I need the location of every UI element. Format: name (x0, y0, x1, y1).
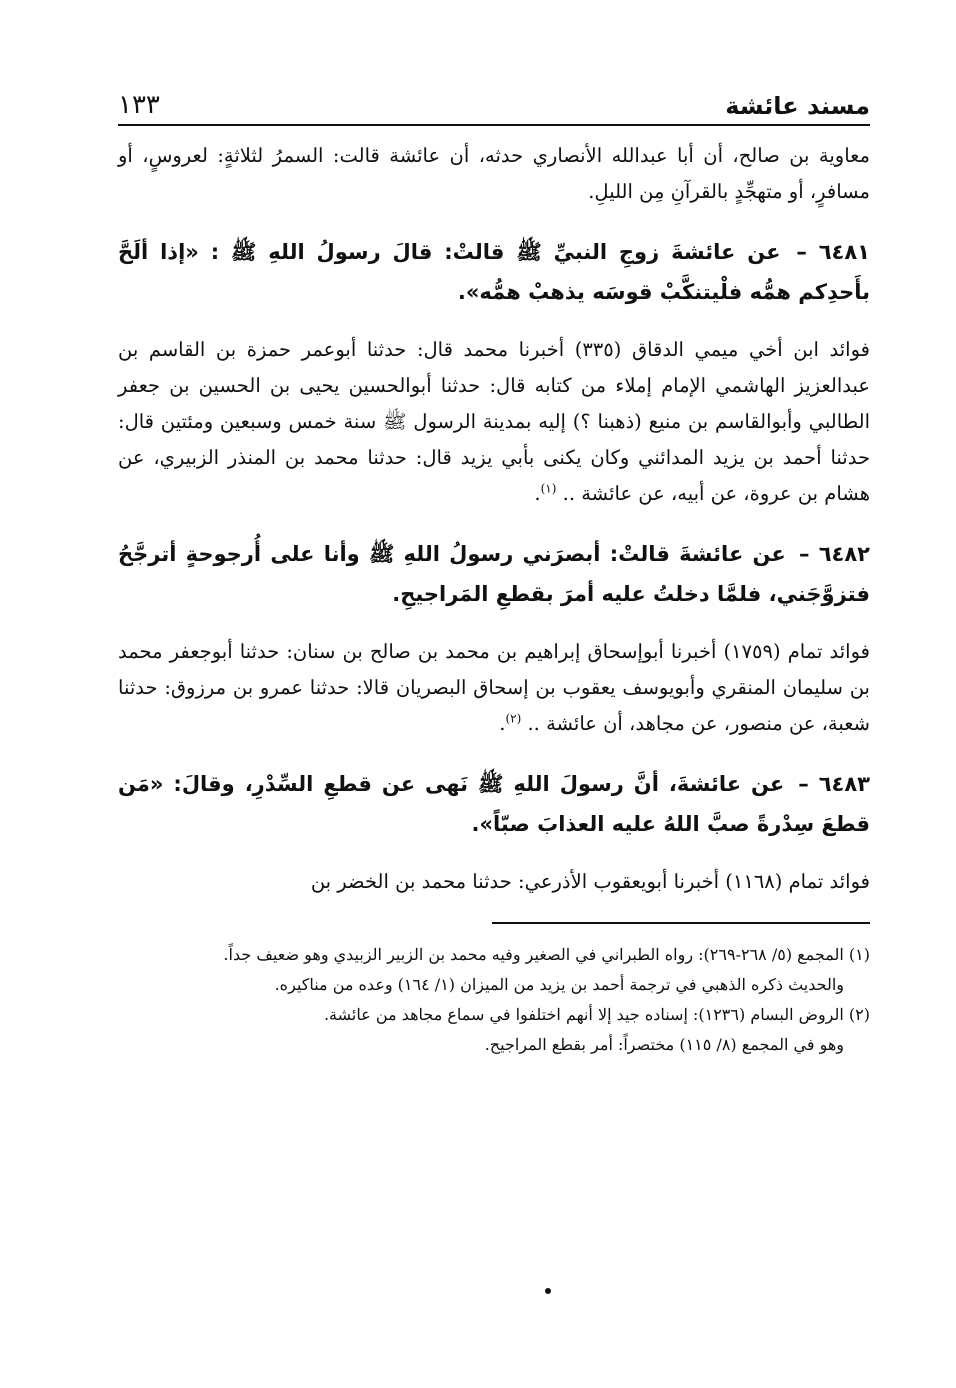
footnotes (118, 940, 870, 1060)
footnote-separator (492, 922, 870, 924)
page-mark (545, 1288, 551, 1294)
footnote-ref: (١) (540, 481, 557, 496)
hadith-6482 (118, 534, 870, 614)
running-header (118, 78, 870, 126)
page-number: ١٣٣ (118, 90, 160, 120)
page-body (118, 138, 870, 900)
source-text: فوائد تمام (١٧٥٩) أخبرنا أبوإسحاق إبراهيم بن محمد بن صالح بن سنان: حدثنا أبوجعفر محمد بن سليمان المنقري وأبويوسف يعقوب بن إسحاق البصريان قالا: حدثنا عمرو بن مرزوق: حدثنا شعبة، عن منصور، عن مجاهد، أن عائشة .. (118, 640, 870, 735)
footnote-1: (١) المجمع (٥/ ٢٦٨-٢٦٩): رواه الطبراني في الصغير وفيه محمد بن الزبير الزبيدي وهو ضعيف جداً. (223, 945, 870, 964)
hadith-6483 (118, 764, 870, 844)
header-title: مسند عائشة (725, 92, 870, 120)
source-paragraph: فوائد ابن أخي ميمي الدقاق (٣٣٥) أخبرنا محمد قال: حدثنا أبوعمر حمزة بن القاسم بن عبدالعزيز الهاشمي الإمام إملاء من كتابه قال: حدثنا أبوالحسين يحيى بن الحسين بن جعفر الطالبي وأبوالقاسم بن منيع (ذهبنا ؟) إليه بمدينة الرسول ﷺ سنة خمس وسبعين ومئتين قال: حدثنا أحمد بن يزيد المدائني وكان يكنى بأبي يزيد قال: حدثنا محمد بن المنذر الزبيري، عن هشام بن عروة، عن أبيه، عن عائشة .. $^{(١)}$. (118, 338, 870, 505)
hadith-text: عن عائشةَ، أنَّ رسولَ اللهِ ﷺ نَهى عن قطعِ السِّدْرِ، وقالَ: «مَن قطعَ سِدْرةً صبَّ اللهُ عليه العذابَ صبّاً». (118, 772, 870, 836)
hadith-number: ٦٤٨٣ – (798, 772, 870, 796)
book-page (118, 78, 870, 1060)
hadith-number: ٦٤٨١ – (796, 240, 870, 264)
paragraph-continuation: معاوية بن صالح، أن أبا عبدالله الأنصاري حدثه، أن عائشة قالت: السمرُ لثلاثةٍ: لعروسٍ، أو مسافرٍ، أو متهجِّدٍ بالقرآنِ مِن الليلِ. (118, 144, 870, 203)
hadith-6481 (118, 232, 870, 312)
footnote-2-note: وهو في المجمع (٨/ ١١٥) مختصراً: أمر بقطع المراجيح. (484, 1035, 844, 1054)
hadith-text: عن عائشةَ زوجِ النبيِّ ﷺ قالتْ: قالَ رسولُ اللهِ ﷺ : «إذا ألَحَّ بأَحدِكم همُّه فلْيتنكَّبْ قوسَه يذهبْ همُّه». (118, 240, 870, 304)
hadith-text: عن عائشةَ قالتْ: أبصرَني رسولُ اللهِ ﷺ وأنا على أُرجوحةٍ أترجَّحُ فتزوَّجَني، فلمَّا دخلتُ عليه أمرَ بقطعِ المَراجيحِ. (118, 542, 870, 606)
footnote-2: (٢) الروض البسام (١٢٣٦): إسناده جيد إلا أنهم اختلفوا في سماع مجاهد من عائشة. (323, 1005, 870, 1024)
source-paragraph: فوائد تمام (١٧٥٩) أخبرنا أبوإسحاق إبراهيم بن محمد بن صالح بن سنان: حدثنا أبوجعفر محمد بن سليمان المنقري وأبويوسف يعقوب بن إسحاق البصريان قالا: حدثنا عمرو بن مرزوق: حدثنا شعبة، عن منصور، عن مجاهد، أن عائشة .. $^{(٢)}$. (118, 640, 870, 735)
source-paragraph: فوائد تمام (١١٦٨) أخبرنا أبويعقوب الأذرعي: حدثنا محمد بن الخضر بن (310, 870, 870, 893)
hadith-number: ٦٤٨٢ – (799, 542, 871, 566)
source-text: فوائد ابن أخي ميمي الدقاق (٣٣٥) أخبرنا محمد قال: حدثنا أبوعمر حمزة بن القاسم بن عبدالعزيز الهاشمي الإمام إملاء من كتابه قال: حدثنا أبوالحسين يحيى بن الحسين بن جعفر الطالبي وأبوالقاسم بن منيع (ذهبنا ؟) إليه بمدينة الرسول ﷺ سنة خمس وسبعين ومئتين قال: حدثنا أحمد بن يزيد المدائني وكان يكنى بأبي يزيد قال: حدثنا محمد بن المنذر الزبيري، عن هشام بن عروة، عن أبيه، عن عائشة .. (118, 338, 870, 505)
footnote-ref: (٢) (505, 711, 522, 726)
footnote-1-note: والحديث ذكره الذهبي في ترجمة أحمد بن يزيد من الميزان (١/ ١٦٤) وعده من مناكيره. (274, 975, 844, 994)
